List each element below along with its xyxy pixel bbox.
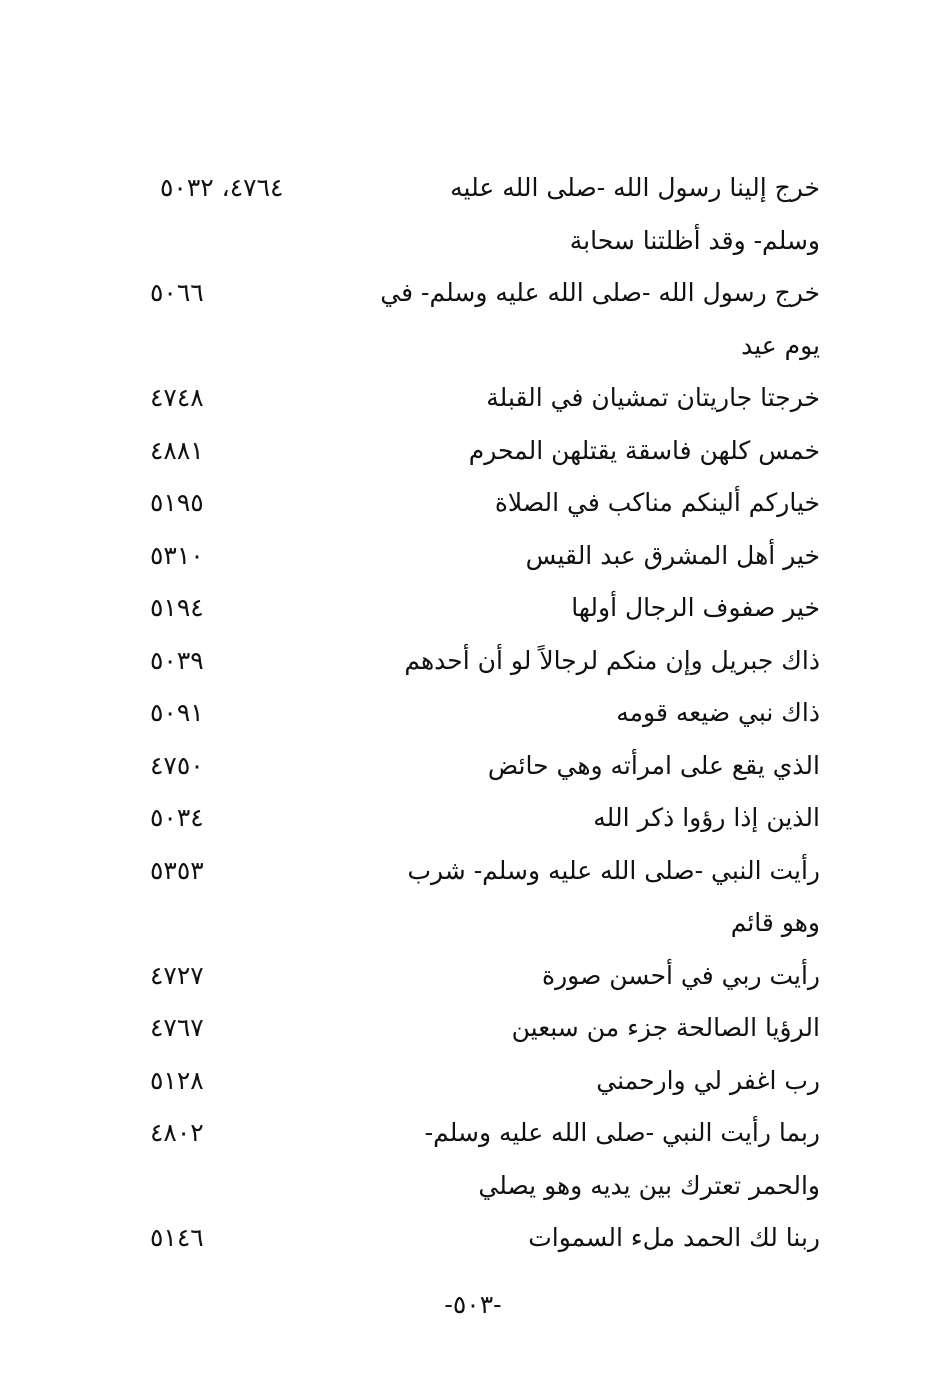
entry-refs: ٥٠٩١ bbox=[150, 698, 204, 727]
entry-refs: ٤٧٦٧ bbox=[150, 1013, 204, 1042]
index-entry bbox=[150, 477, 820, 530]
index-entry bbox=[150, 425, 820, 478]
entry-text: خير صفوف الرجال أولها bbox=[571, 593, 820, 622]
entry-refs: ٥١٩٥ bbox=[150, 488, 204, 517]
index-entry bbox=[150, 372, 820, 425]
page-number: -٥٠٣- bbox=[444, 1290, 502, 1319]
entry-text: خرجتا جاريتان تمشيان في القبلة bbox=[486, 383, 820, 412]
entry-refs: ٥١٤٦ bbox=[150, 1223, 204, 1252]
index-entry bbox=[150, 740, 820, 793]
index-entry bbox=[150, 1107, 820, 1212]
index-entry bbox=[150, 1002, 820, 1055]
entry-text: خياركم ألينكم مناكب في الصلاة bbox=[494, 488, 820, 517]
entry-text: خير أهل المشرق عبد القيس bbox=[525, 540, 820, 570]
entry-refs: ٥٣١٠ bbox=[150, 540, 204, 570]
entry-text: رأيت ربي في أحسن صورة bbox=[541, 960, 820, 990]
index-entry bbox=[150, 792, 820, 845]
entry-text: الرؤيا الصالحة جزء من سبعين bbox=[511, 1013, 820, 1042]
entry-refs: ٥٣٥٣ bbox=[150, 855, 204, 885]
entry-text: رأيت النبي -صلى الله عليه وسلم- شرب وهو قائم bbox=[407, 855, 820, 937]
entry-refs: ٤٨٠٢ bbox=[150, 1118, 204, 1147]
index-entry bbox=[150, 687, 820, 740]
entry-text: ربنا لك الحمد ملء السموات bbox=[528, 1223, 820, 1252]
index-entry bbox=[150, 267, 820, 372]
entry-text: ذاك نبي ضيعه قومه bbox=[616, 698, 820, 727]
entry-refs: ٤٨٨١ bbox=[150, 435, 204, 465]
index-entry bbox=[150, 582, 820, 635]
entry-text: ربما رأيت النبي -صلى الله عليه وسلم- والحمر تعترك بين يديه وهو يصلي bbox=[424, 1118, 820, 1200]
index-entry bbox=[150, 1055, 820, 1108]
entry-text: الذي يقع على امرأته وهي حائض bbox=[487, 750, 820, 780]
entry-refs: ٥٠٣٤ bbox=[150, 803, 204, 832]
index-entry bbox=[150, 1212, 820, 1265]
entry-refs: ٥١٢٨ bbox=[150, 1065, 204, 1095]
entry-refs: ٤٧٢٧ bbox=[150, 960, 204, 990]
index-entry bbox=[150, 950, 820, 1003]
entry-refs: ٤٧٥٠ bbox=[150, 750, 204, 780]
index-entry bbox=[150, 635, 820, 688]
entry-refs: ٥٠٦٦ bbox=[150, 278, 204, 307]
index-entry bbox=[150, 845, 820, 950]
entry-refs: ٤٧٤٨ bbox=[150, 383, 204, 412]
entry-refs: ٥١٩٤ bbox=[150, 593, 204, 622]
index-entry bbox=[150, 530, 820, 583]
entry-text: ذاك جبريل وإن منكم لرجالاً لو أن أحدهم bbox=[404, 645, 820, 675]
entry-refs: ٤٧٦٤، ٥٠٣٢ bbox=[160, 173, 284, 202]
entry-text: خرج إلينا رسول الله -صلى الله عليه وسلم- وقد أظلتنا سحابة bbox=[450, 173, 820, 255]
entry-text: خرج رسول الله -صلى الله عليه وسلم- في يوم عيد bbox=[380, 278, 820, 360]
index-entry bbox=[150, 162, 820, 267]
entry-text: الذين إذا رؤوا ذكر الله bbox=[593, 803, 820, 832]
entry-text: خمس كلهن فاسقة يقتلهن المحرم bbox=[468, 435, 820, 465]
entry-text: رب اغفر لي وارحمني bbox=[596, 1065, 820, 1095]
hadith-index-list bbox=[150, 162, 820, 1265]
entry-refs: ٥٠٣٩ bbox=[150, 645, 204, 675]
